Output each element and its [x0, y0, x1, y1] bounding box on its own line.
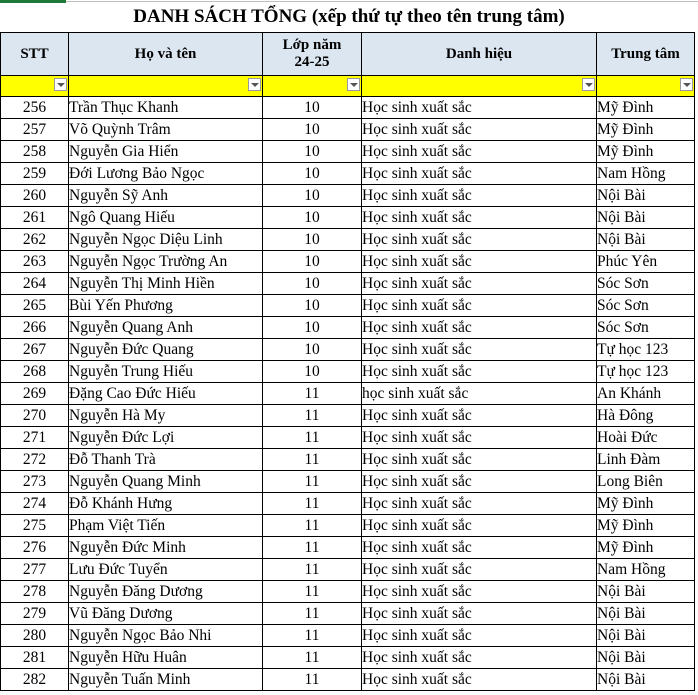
- table-row: [1, 361, 695, 383]
- name-cell[interactable]: Đặng Cao Đức Hiếu: [69, 383, 263, 405]
- center-cell[interactable]: An Khánh: [597, 383, 695, 405]
- stt-cell[interactable]: 272: [1, 449, 69, 471]
- table-row: [1, 647, 695, 669]
- center-cell[interactable]: Nội Bài: [597, 647, 695, 669]
- filter-cell-name: [69, 76, 263, 97]
- award-cell[interactable]: Học sinh xuất sắc: [362, 141, 597, 163]
- award-cell[interactable]: Học sinh xuất sắc: [362, 471, 597, 493]
- award-cell[interactable]: Học sinh xuất sắc: [362, 669, 597, 691]
- award-cell[interactable]: Học sinh xuất sắc: [362, 515, 597, 537]
- table-row: [1, 625, 695, 647]
- filter-cell-stt: [1, 76, 69, 97]
- sheet-top-edge: [0, 0, 698, 3]
- grade-cell[interactable]: 10: [263, 251, 362, 273]
- filter-cell-grade: [263, 76, 362, 97]
- stt-cell[interactable]: 264: [1, 273, 69, 295]
- name-cell[interactable]: Đỗ Khánh Hưng: [69, 493, 263, 515]
- center-cell[interactable]: Tự học 123: [597, 339, 695, 361]
- center-cell[interactable]: Nội Bài: [597, 185, 695, 207]
- grade-cell[interactable]: 11: [263, 581, 362, 603]
- grade-cell[interactable]: 10: [263, 97, 362, 119]
- name-cell[interactable]: Lưu Đức Tuyển: [69, 559, 263, 581]
- stt-cell[interactable]: 275: [1, 515, 69, 537]
- center-cell[interactable]: Mỹ Đình: [597, 141, 695, 163]
- stt-cell[interactable]: 281: [1, 647, 69, 669]
- center-cell[interactable]: Tự học 123: [597, 361, 695, 383]
- center-cell[interactable]: Nội Bài: [597, 625, 695, 647]
- center-cell[interactable]: Phúc Yên: [597, 251, 695, 273]
- filter-dropdown-icon[interactable]: [54, 78, 67, 91]
- table-row: [1, 581, 695, 603]
- center-cell[interactable]: Linh Đàm: [597, 449, 695, 471]
- sheet-title: DANH SÁCH TỔNG (xếp thứ tự theo tên trung tâm): [133, 6, 565, 27]
- center-cell[interactable]: Mỹ Đình: [597, 119, 695, 141]
- name-cell[interactable]: Đới Lương Bảo Ngọc: [69, 163, 263, 185]
- stt-cell[interactable]: 278: [1, 581, 69, 603]
- name-cell[interactable]: Nguyễn Thị Minh Hiền: [69, 273, 263, 295]
- award-cell[interactable]: Học sinh xuất sắc: [362, 493, 597, 515]
- table-row: [1, 97, 695, 119]
- award-cell[interactable]: Học sinh xuất sắc: [362, 339, 597, 361]
- center-cell[interactable]: Sóc Sơn: [597, 317, 695, 339]
- name-cell[interactable]: Nguyễn Hữu Huân: [69, 647, 263, 669]
- grade-cell[interactable]: 11: [263, 669, 362, 691]
- table-row: [1, 537, 695, 559]
- table-row: [1, 207, 695, 229]
- header-grade-line2: 24-25: [294, 54, 330, 70]
- table-row: [1, 669, 695, 691]
- name-cell[interactable]: Nguyễn Quang Minh: [69, 471, 263, 493]
- center-cell[interactable]: Mỹ Đình: [597, 493, 695, 515]
- award-cell[interactable]: Học sinh xuất sắc: [362, 559, 597, 581]
- filter-dropdown-icon[interactable]: [347, 78, 360, 91]
- grade-cell[interactable]: 11: [263, 537, 362, 559]
- award-cell[interactable]: học sinh xuất sắc: [362, 383, 597, 405]
- table-row: [1, 493, 695, 515]
- stt-cell[interactable]: 273: [1, 471, 69, 493]
- grade-cell[interactable]: 10: [263, 207, 362, 229]
- name-cell[interactable]: Nguyễn Hà My: [69, 405, 263, 427]
- name-cell[interactable]: Nguyễn Đức Quang: [69, 339, 263, 361]
- name-cell[interactable]: Nguyễn Tuấn Minh: [69, 669, 263, 691]
- table-row: [1, 427, 695, 449]
- stt-cell[interactable]: 271: [1, 427, 69, 449]
- filter-dropdown-icon[interactable]: [582, 78, 595, 91]
- stt-cell[interactable]: 259: [1, 163, 69, 185]
- table-row: [1, 471, 695, 493]
- header-grade[interactable]: [263, 33, 362, 76]
- student-table: [0, 32, 695, 691]
- filter-row: [1, 76, 695, 97]
- table-row: [1, 339, 695, 361]
- name-cell[interactable]: Nguyễn Sỹ Anh: [69, 185, 263, 207]
- filter-dropdown-icon[interactable]: [680, 78, 693, 91]
- header-row: [1, 33, 695, 76]
- award-cell[interactable]: Học sinh xuất sắc: [362, 361, 597, 383]
- name-cell[interactable]: Trần Thục Khanh: [69, 97, 263, 119]
- grade-cell[interactable]: 11: [263, 603, 362, 625]
- stt-cell[interactable]: 276: [1, 537, 69, 559]
- grade-cell[interactable]: 10: [263, 317, 362, 339]
- grade-cell[interactable]: 10: [263, 119, 362, 141]
- stt-cell[interactable]: 262: [1, 229, 69, 251]
- award-cell[interactable]: Học sinh xuất sắc: [362, 405, 597, 427]
- table-row: [1, 603, 695, 625]
- name-cell[interactable]: Nguyễn Đăng Dương: [69, 581, 263, 603]
- table-row: [1, 449, 695, 471]
- name-cell[interactable]: Nguyễn Gia Hiển: [69, 141, 263, 163]
- grade-cell[interactable]: 10: [263, 361, 362, 383]
- center-cell[interactable]: Nội Bài: [597, 581, 695, 603]
- grade-cell[interactable]: 11: [263, 405, 362, 427]
- name-cell[interactable]: Ngô Quang Hiếu: [69, 207, 263, 229]
- table-row: [1, 185, 695, 207]
- stt-cell[interactable]: 268: [1, 361, 69, 383]
- center-cell[interactable]: Nội Bài: [597, 207, 695, 229]
- grade-cell[interactable]: 10: [263, 163, 362, 185]
- grade-cell[interactable]: 10: [263, 141, 362, 163]
- center-cell[interactable]: Nội Bài: [597, 669, 695, 691]
- grade-cell[interactable]: 11: [263, 559, 362, 581]
- grade-cell[interactable]: 11: [263, 493, 362, 515]
- center-cell[interactable]: Hà Đông: [597, 405, 695, 427]
- center-cell[interactable]: Mỹ Đình: [597, 97, 695, 119]
- award-cell[interactable]: Học sinh xuất sắc: [362, 163, 597, 185]
- center-cell[interactable]: Mỹ Đình: [597, 515, 695, 537]
- stt-cell[interactable]: 256: [1, 97, 69, 119]
- center-cell[interactable]: Nam Hồng: [597, 559, 695, 581]
- stt-cell[interactable]: 277: [1, 559, 69, 581]
- stt-cell[interactable]: 257: [1, 119, 69, 141]
- center-cell[interactable]: Sóc Sơn: [597, 273, 695, 295]
- stt-cell[interactable]: 274: [1, 493, 69, 515]
- grade-cell[interactable]: 10: [263, 339, 362, 361]
- name-cell[interactable]: Nguyễn Ngọc Trường An: [69, 251, 263, 273]
- table-row: [1, 405, 695, 427]
- center-cell[interactable]: Long Biên: [597, 471, 695, 493]
- name-cell[interactable]: Đỗ Thanh Trà: [69, 449, 263, 471]
- name-cell[interactable]: Nguyễn Trung Hiếu: [69, 361, 263, 383]
- center-cell[interactable]: Nội Bài: [597, 603, 695, 625]
- name-cell[interactable]: Vũ Đăng Dương: [69, 603, 263, 625]
- table-row: [1, 251, 695, 273]
- award-cell[interactable]: Học sinh xuất sắc: [362, 317, 597, 339]
- header-stt[interactable]: STT: [1, 33, 69, 76]
- table-row: [1, 295, 695, 317]
- award-cell[interactable]: Học sinh xuất sắc: [362, 251, 597, 273]
- stt-cell[interactable]: 260: [1, 185, 69, 207]
- grade-cell[interactable]: 10: [263, 273, 362, 295]
- award-cell[interactable]: Học sinh xuất sắc: [362, 603, 597, 625]
- award-cell[interactable]: Học sinh xuất sắc: [362, 625, 597, 647]
- filter-dropdown-icon[interactable]: [248, 78, 261, 91]
- table-row: [1, 559, 695, 581]
- stt-cell[interactable]: 263: [1, 251, 69, 273]
- award-cell[interactable]: Học sinh xuất sắc: [362, 229, 597, 251]
- selected-cell-indicator: [0, 0, 66, 3]
- name-cell[interactable]: Nguyễn Đức Lợi: [69, 427, 263, 449]
- name-cell[interactable]: Bùi Yến Phương: [69, 295, 263, 317]
- grade-cell[interactable]: 11: [263, 449, 362, 471]
- stt-cell[interactable]: 269: [1, 383, 69, 405]
- table-row: [1, 141, 695, 163]
- name-cell[interactable]: Phạm Việt Tiến: [69, 515, 263, 537]
- name-cell[interactable]: Nguyễn Ngọc Bảo Nhi: [69, 625, 263, 647]
- grade-cell[interactable]: 11: [263, 383, 362, 405]
- award-cell[interactable]: Học sinh xuất sắc: [362, 537, 597, 559]
- award-cell[interactable]: Học sinh xuất sắc: [362, 427, 597, 449]
- stt-cell[interactable]: 270: [1, 405, 69, 427]
- header-grade-line1: Lớp năm: [282, 37, 342, 53]
- grade-cell[interactable]: 10: [263, 185, 362, 207]
- name-cell[interactable]: Võ Quỳnh Trâm: [69, 119, 263, 141]
- filter-cell-center: [597, 76, 695, 97]
- stt-cell[interactable]: 280: [1, 625, 69, 647]
- award-cell[interactable]: Học sinh xuất sắc: [362, 119, 597, 141]
- table-row: [1, 119, 695, 141]
- table-row: [1, 273, 695, 295]
- name-cell[interactable]: Nguyễn Quang Anh: [69, 317, 263, 339]
- award-cell[interactable]: Học sinh xuất sắc: [362, 273, 597, 295]
- grade-cell[interactable]: 10: [263, 295, 362, 317]
- award-cell[interactable]: Học sinh xuất sắc: [362, 207, 597, 229]
- stt-cell[interactable]: 266: [1, 317, 69, 339]
- award-cell[interactable]: Học sinh xuất sắc: [362, 295, 597, 317]
- grade-cell[interactable]: 11: [263, 427, 362, 449]
- table-row: [1, 515, 695, 537]
- stt-cell[interactable]: 267: [1, 339, 69, 361]
- table-row: [1, 317, 695, 339]
- header-name[interactable]: Họ và tên: [69, 33, 263, 76]
- stt-cell[interactable]: 258: [1, 141, 69, 163]
- header-center[interactable]: Trung tâm: [597, 33, 695, 76]
- grade-cell[interactable]: 11: [263, 471, 362, 493]
- award-cell[interactable]: Học sinh xuất sắc: [362, 581, 597, 603]
- grade-cell[interactable]: 11: [263, 515, 362, 537]
- header-award[interactable]: Danh hiệu: [362, 33, 597, 76]
- center-cell[interactable]: Sóc Sơn: [597, 295, 695, 317]
- award-cell[interactable]: Học sinh xuất sắc: [362, 97, 597, 119]
- stt-cell[interactable]: 265: [1, 295, 69, 317]
- table-row: [1, 163, 695, 185]
- stt-cell[interactable]: 279: [1, 603, 69, 625]
- center-cell[interactable]: Mỹ Đình: [597, 537, 695, 559]
- center-cell[interactable]: Hoài Đức: [597, 427, 695, 449]
- table-row: [1, 229, 695, 251]
- stt-cell[interactable]: 261: [1, 207, 69, 229]
- grade-cell[interactable]: 10: [263, 229, 362, 251]
- sheet-row-divider: [66, 1, 698, 2]
- award-cell[interactable]: Học sinh xuất sắc: [362, 647, 597, 669]
- grade-cell[interactable]: 11: [263, 647, 362, 669]
- filter-cell-award: [362, 76, 597, 97]
- award-cell[interactable]: Học sinh xuất sắc: [362, 185, 597, 207]
- stt-cell[interactable]: 282: [1, 669, 69, 691]
- center-cell[interactable]: Nội Bài: [597, 229, 695, 251]
- award-cell[interactable]: Học sinh xuất sắc: [362, 449, 597, 471]
- table-row: [1, 383, 695, 405]
- name-cell[interactable]: Nguyễn Ngọc Diệu Linh: [69, 229, 263, 251]
- center-cell[interactable]: Nam Hồng: [597, 163, 695, 185]
- name-cell[interactable]: Nguyễn Đức Minh: [69, 537, 263, 559]
- grade-cell[interactable]: 11: [263, 625, 362, 647]
